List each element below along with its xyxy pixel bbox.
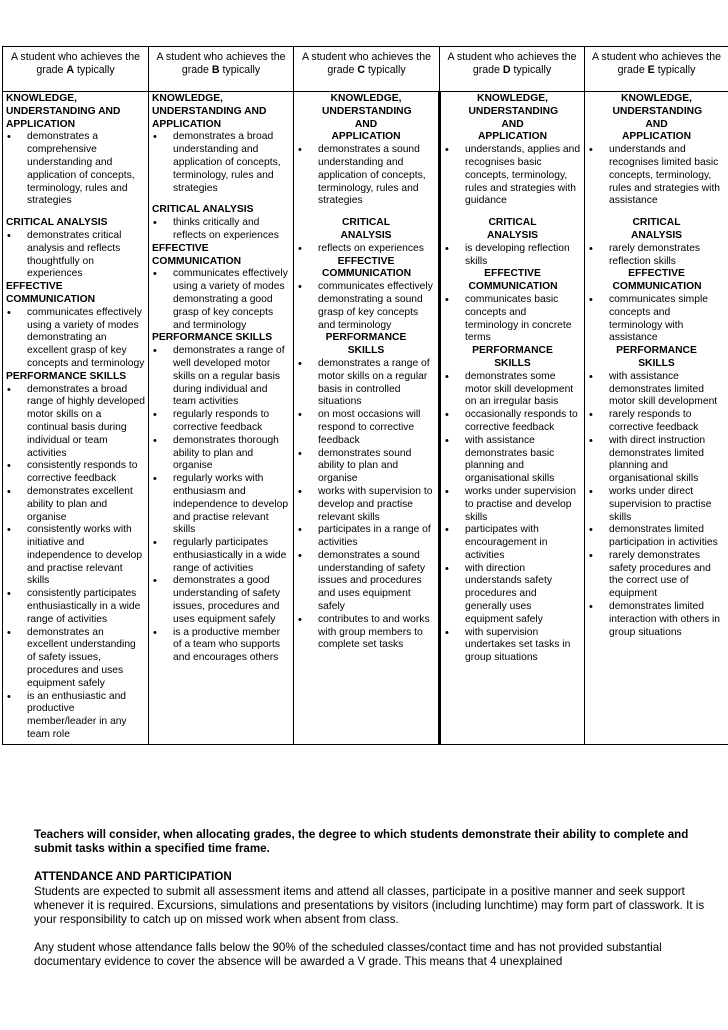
criteria-list-performance [152, 345, 290, 665]
section-gap [152, 195, 290, 204]
criteria-item: • rarely demonstrates safety procedures and the correct use of equipment [588, 550, 725, 601]
criteria-item: • demonstrates a range of motor skills on a regular basis in controlled situations [297, 358, 435, 409]
grade-header-b [149, 47, 294, 92]
grade-column-c [294, 92, 440, 745]
criteria-item: • with direct instruction demonstrates limited planning and organisational skills [588, 435, 725, 486]
criteria-item: • works under supervision to practise and develop skills [444, 486, 581, 524]
criteria-item: • demonstrates limited interaction with others in group situations [588, 601, 725, 639]
criteria-item: • consistently works with initiative and independence to develop and practise relevant skills [6, 524, 145, 588]
criteria-item: • occasionally responds to corrective feedback [444, 409, 581, 435]
criteria-list-communication [152, 268, 290, 332]
grade-header-c [294, 47, 440, 92]
section-title-communication: EFFECTIVE COMMUNICATION [468, 268, 558, 293]
criteria-item: • demonstrates a good understanding of safety issues, procedures and uses equipment safely [152, 575, 290, 626]
grade-column-e [585, 92, 728, 745]
criteria-item: • works with supervision to develop and practise relevant skills [297, 486, 435, 524]
header-grade-letter: C [357, 63, 366, 76]
criteria-item: • demonstrates limited participation in activities [588, 524, 725, 550]
criteria-item: • with assistance demonstrates limited motor skill development [588, 371, 725, 409]
criteria-item: • demonstrates a broad understanding and application of concepts, terminology, rules and strategies [152, 131, 290, 195]
header-grade-letter: E [647, 63, 655, 76]
criteria-item: • regularly participates enthusiastically in a wide range of activities [152, 537, 290, 575]
criteria-item: • thinks critically and reflects on experiences [152, 217, 290, 243]
criteria-item: • demonstrates an excellent understanding of safety issues, procedures and uses equipment safely [6, 627, 145, 691]
criteria-item: • understands and recognises limited basic concepts, terminology, rules and strategies with assistance [588, 144, 725, 208]
grade-column-a [3, 92, 149, 745]
header-grade-letter: D [502, 63, 511, 76]
grade-column-b [149, 92, 294, 745]
criteria-list-critical [297, 243, 435, 256]
criteria-item: • is an enthusiastic and productive member/leader in any team role [6, 691, 145, 742]
attendance-policy-paragraph: Any student whose attendance falls below the 90% of the scheduled classes/contact time and has not provided substantial documentary evidence to cover the absence will be awarded a V grade. This means that 4 unexplained [34, 941, 662, 969]
criteria-item: • consistently participates enthusiastically in a wide range of activities [6, 588, 145, 626]
section-title-communication: EFFECTIVE COMMUNICATION [612, 268, 702, 293]
criteria-list-performance [6, 384, 145, 742]
criteria-item: • demonstrates a range of well developed motor skills on a regular basis during individual and team activities [152, 345, 290, 409]
section-title-knowledge: KNOWLEDGE, UNDERSTANDING AND APPLICATION [152, 93, 267, 130]
criteria-list-performance [444, 371, 581, 665]
header-suffix: typically [510, 63, 552, 76]
criteria-item: • understands, applies and recognises basic concepts, terminology, rules and strategies with guidance [444, 144, 581, 208]
criteria-item: • demonstrates critical analysis and reflects thoughtfully on experiences [6, 230, 145, 281]
criteria-list-knowledge [444, 144, 581, 208]
section-title-performance: PERFORMANCE SKILLS [152, 332, 273, 344]
section-title-knowledge: KNOWLEDGE, UNDERSTANDING AND APPLICATION [612, 93, 703, 143]
criteria-item: • with supervision undertakes set tasks in group situations [444, 627, 581, 665]
criteria-item: • is developing reflection skills [444, 243, 581, 269]
header-grade-letter: B [211, 63, 220, 76]
criteria-item: • contributes to and works with group members to complete set tasks [297, 614, 435, 652]
section-title-critical: CRITICAL ANALYSIS [6, 217, 108, 229]
criteria-list-performance [297, 358, 435, 652]
criteria-item: • participates in a range of activities [297, 524, 435, 550]
criteria-list-knowledge [152, 131, 290, 195]
criteria-item: • communicates effectively using a variety of modes demonstrating a good grasp of key concepts and terminology [152, 268, 290, 332]
header-prefix: A student who achieves the grade [11, 51, 140, 76]
criteria-list-communication [297, 281, 435, 332]
header-prefix: A student who achieves the grade [156, 51, 286, 76]
criteria-list-critical [6, 230, 145, 281]
criteria-item: • demonstrates a comprehensive understanding and application of concepts, terminology, rules and strategies [6, 131, 145, 208]
section-gap [444, 208, 581, 217]
section-gap [6, 208, 145, 217]
criteria-item: • communicates simple concepts and terminology with assistance [588, 294, 725, 345]
section-title-knowledge: KNOWLEDGE, UNDERSTANDING AND APPLICATION [468, 93, 559, 143]
grade-header-a [3, 47, 149, 92]
criteria-list-critical [588, 243, 725, 269]
criteria-item: • participates with encouragement in activities [444, 524, 581, 562]
criteria-item: • demonstrates a broad range of highly developed motor skills on a continual basis during individual or team activities [6, 384, 145, 461]
criteria-item: • on most occasions will respond to corrective feedback [297, 409, 435, 447]
header-suffix: typically [219, 63, 261, 76]
criteria-list-communication [588, 294, 725, 345]
section-title-communication: EFFECTIVE COMMUNICATION [6, 281, 96, 305]
section-title-critical: CRITICAL ANALYSIS [630, 217, 683, 241]
section-title-critical: CRITICAL ANALYSIS [340, 217, 392, 241]
criteria-list-performance [588, 371, 725, 640]
section-title-performance: PERFORMANCE SKILLS [616, 345, 697, 369]
header-suffix: typically [654, 63, 696, 76]
attendance-paragraph: Students are expected to submit all assessment items and attend all classes, participate in a positive manner and seek support whenever it is required. Excursions, simulations and presentations by visitors (including lunchtime) may form part of classwork. It is your responsibility to catch up on missed work when absent from class. [34, 884, 705, 927]
section-title-communication: EFFECTIVE COMMUNICATION [322, 255, 412, 280]
criteria-item: • demonstrates excellent ability to plan and organise [6, 486, 145, 524]
criteria-item: • rarely responds to corrective feedback [588, 409, 725, 435]
criteria-item: • demonstrates a sound understanding of safety issues and procedures and uses equipment safely [297, 550, 435, 614]
notes-section [34, 828, 714, 970]
criteria-item: • demonstrates thorough ability to plan and organise [152, 435, 290, 473]
timeframe-note: Teachers will consider, when allocating grades, the degree to which students demonstrate their ability to complete and submit tasks within a specified time frame. [34, 828, 689, 856]
criteria-item: • communicates effectively demonstrating a sound grasp of key concepts and terminology [297, 281, 435, 332]
header-prefix: A student who achieves the grade [447, 51, 577, 76]
criteria-item: • is a productive member of a team who supports and encourages others [152, 627, 290, 665]
section-title-knowledge: KNOWLEDGE, UNDERSTANDING AND APPLICATION [6, 93, 121, 130]
criteria-item: • rarely demonstrates reflection skills [588, 243, 725, 269]
header-prefix: A student who achieves the grade [592, 51, 721, 76]
header-suffix: typically [74, 63, 115, 76]
criteria-item: • reflects on experiences [297, 243, 435, 256]
criteria-item: • regularly responds to corrective feedback [152, 409, 290, 435]
section-title-performance: PERFORMANCE SKILLS [6, 370, 127, 382]
section-gap [297, 208, 435, 217]
criteria-item: • communicates effectively using a variety of modes demonstrating an excellent grasp of key concepts and terminology [6, 307, 145, 371]
criteria-item: • demonstrates sound ability to plan and organise [297, 448, 435, 486]
section-title-knowledge: KNOWLEDGE, UNDERSTANDING AND APPLICATION [322, 93, 412, 143]
header-prefix: A student who achieves the grade [302, 51, 431, 76]
criteria-list-communication [6, 307, 145, 371]
criteria-item: • with direction understands safety procedures and generally uses equipment safely [444, 563, 581, 627]
criteria-item: • demonstrates a sound understanding and application of concepts, terminology, rules and strategies [297, 144, 435, 208]
table-body-row [3, 92, 728, 745]
section-title-performance: PERFORMANCE SKILLS [325, 332, 407, 357]
criteria-item: • consistently responds to corrective feedback [6, 460, 145, 486]
grade-column-d [440, 92, 585, 745]
attendance-heading: ATTENDANCE AND PARTICIPATION [34, 870, 232, 884]
criteria-list-critical [152, 217, 290, 243]
criteria-item: • regularly works with enthusiasm and independence to develop and practise relevant skills [152, 473, 290, 537]
criteria-item: • works under direct supervision to practise skills [588, 486, 725, 524]
criteria-item: • with assistance demonstrates basic planning and organisational skills [444, 435, 581, 486]
section-title-critical: CRITICAL ANALYSIS [152, 204, 254, 216]
table-header-row [3, 47, 728, 92]
criteria-list-knowledge [588, 144, 725, 208]
grade-header-e [585, 47, 728, 92]
criteria-item: • demonstrates some motor skill development on an irregular basis [444, 371, 581, 409]
section-title-performance: PERFORMANCE SKILLS [472, 345, 553, 369]
criteria-list-communication [444, 294, 581, 345]
section-gap [588, 208, 725, 217]
header-grade-letter: A [66, 63, 75, 76]
grade-criteria-table [2, 46, 728, 745]
section-title-critical: CRITICAL ANALYSIS [486, 217, 539, 241]
grade-header-d [440, 47, 585, 92]
criteria-list-critical [444, 243, 581, 269]
header-suffix: typically [365, 63, 406, 76]
criteria-list-knowledge [297, 144, 435, 208]
criteria-list-knowledge [6, 131, 145, 208]
criteria-item: • communicates basic concepts and terminology in concrete terms [444, 294, 581, 345]
section-title-communication: EFFECTIVE COMMUNICATION [152, 242, 242, 267]
